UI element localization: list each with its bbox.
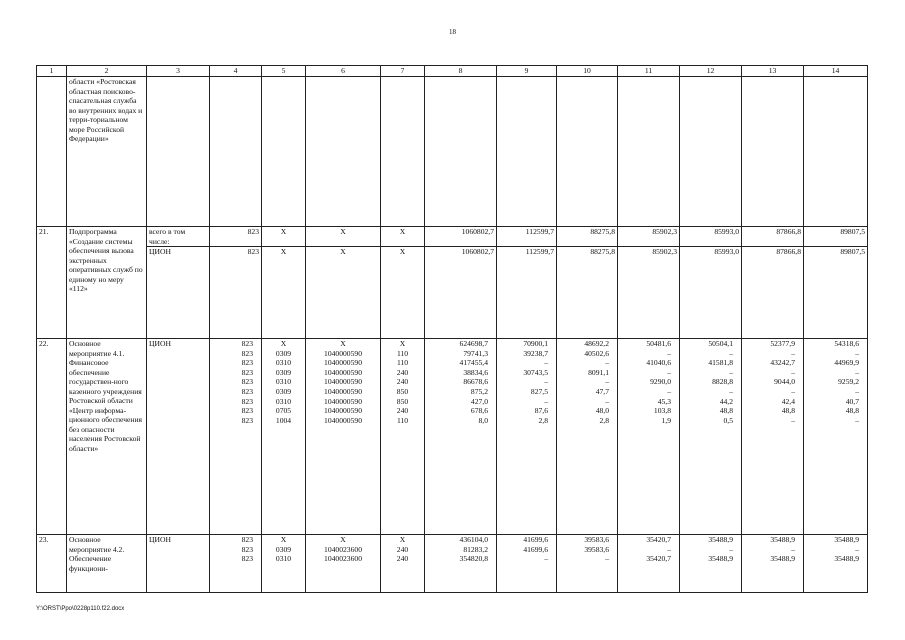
table-cell: 112599,7 — [497, 227, 557, 247]
table-cell: 87866,8 — [742, 227, 804, 247]
col-header: 10 — [557, 66, 618, 77]
table-cell: 87866,8 — [742, 247, 804, 339]
col-header: 4 — [210, 66, 262, 77]
cell-line: Х — [399, 535, 406, 544]
cell-line: 1040000590 — [324, 415, 362, 425]
cell-line: 850 — [396, 396, 409, 406]
table-cell: 85902,3 — [618, 227, 680, 247]
cell-line: 103,8 — [653, 406, 671, 416]
col-header: 1 — [37, 66, 67, 77]
table-cell: 85902,3 — [618, 247, 680, 339]
cell-line: 35488,9 — [708, 535, 733, 544]
cell-line: 823 — [241, 358, 253, 368]
table-cell: 89807,5 — [804, 227, 868, 247]
cell-line: 41040,6 — [646, 358, 671, 368]
budget-table — [36, 65, 868, 593]
cell-line: 823 — [241, 348, 253, 358]
header-row — [37, 66, 868, 77]
table-cell — [497, 535, 557, 593]
row-description: Подпрограмма «Создание системы обеспечения вызова экстренных оперативных служб по единому но меру «112» — [67, 227, 147, 339]
row-description: Основное мероприятие 4.1. Финансовое обеспечение государствен-ного казенного учреждения Ростовской области «Центр информа-ционного обеспечения без опасности населения Ростовской области» — [67, 339, 147, 535]
table-cell — [306, 339, 381, 535]
cell-line: – — [729, 367, 733, 377]
cell-line: 240 — [396, 406, 409, 416]
table-cell: Х — [381, 227, 425, 247]
col-header: 9 — [497, 66, 557, 77]
cell-line: 0,5 — [723, 415, 733, 425]
cell-line: 8,0 — [478, 415, 488, 425]
cell-line: 1040000590 — [324, 377, 362, 387]
cell-line: 54318,6 — [834, 339, 859, 348]
cell-line: 50481,6 — [646, 339, 671, 348]
cell-line: 240 — [396, 377, 409, 387]
table-cell — [262, 535, 306, 593]
cell-line: 35488,9 — [834, 554, 859, 564]
cell-line: 850 — [396, 386, 409, 396]
cell-line: 48,8 — [781, 406, 795, 416]
col-header: 3 — [147, 66, 210, 77]
cell-line: 41699,6 — [523, 535, 548, 544]
cell-line: 79741,3 — [463, 348, 488, 358]
row-number — [37, 77, 67, 227]
row-number: 22. — [37, 339, 67, 535]
table-cell: 85993,0 — [680, 227, 742, 247]
cell-line: 35488,9 — [770, 554, 795, 564]
col-header: 12 — [680, 66, 742, 77]
cell-line: 41581,8 — [708, 358, 733, 368]
table-cell: 823 — [210, 247, 262, 339]
row-number: 21. — [37, 227, 67, 339]
cell-line: – — [544, 358, 548, 368]
table-cell: всего в том числе: — [147, 227, 210, 247]
cell-line: 823 — [241, 367, 253, 377]
cell-line: 110 — [396, 415, 409, 425]
cell-line: 110 — [396, 358, 409, 368]
cell-line: 47,7 — [595, 386, 609, 396]
cell-line: 35420,7 — [646, 535, 671, 544]
row-description: Основное мероприятие 4.2. Обеспечение функциони- — [67, 535, 147, 593]
cell-line: – — [855, 544, 859, 554]
cell-line: 9290,0 — [650, 377, 671, 387]
table-row — [37, 227, 868, 247]
cell-line: – — [791, 348, 795, 358]
page-number: 18 — [449, 28, 456, 36]
table-row — [37, 535, 868, 593]
table-cell: ЦИОН — [147, 339, 210, 535]
col-header: 2 — [67, 66, 147, 77]
cell-line: 40502,6 — [584, 348, 609, 358]
cell-line: – — [544, 396, 548, 406]
table-cell: ЦИОН — [147, 535, 210, 593]
cell-line: 48,0 — [595, 406, 609, 416]
cell-line: 827,5 — [530, 386, 548, 396]
file-path-footer: Y:\ORST\Ppo\0228p110.f22.docx — [36, 606, 125, 612]
cell-line: 39238,7 — [523, 348, 548, 358]
table-cell — [557, 339, 618, 535]
cell-line: 35488,9 — [834, 535, 859, 544]
table-cell: ЦИОН — [147, 247, 210, 339]
cell-line: 624698,7 — [459, 339, 488, 348]
cell-line: 8828,8 — [712, 377, 733, 387]
table-cell — [306, 535, 381, 593]
cell-line: Х — [340, 339, 346, 348]
table-cell: 89807,5 — [804, 247, 868, 339]
cell-line: 678,6 — [470, 406, 488, 416]
cell-line: 38834,6 — [463, 367, 488, 377]
cell-line: – — [605, 377, 609, 387]
cell-line: 436104,0 — [459, 535, 488, 544]
cell-line: – — [791, 544, 795, 554]
row-description: области «Ростовская областная поисково-спасательная служба во внутренних водах и терри-ториальном море Российской Федерации» — [67, 77, 147, 227]
table-cell — [425, 535, 497, 593]
cell-line: – — [729, 544, 733, 554]
table-cell — [742, 339, 804, 535]
cell-line: 48692,2 — [584, 339, 609, 348]
col-header: 6 — [306, 66, 381, 77]
cell-line: 0310 — [275, 554, 292, 564]
cell-line: 823 — [241, 554, 253, 564]
cell-line: 39583,6 — [584, 535, 609, 544]
table-cell: 1060802,7 — [425, 247, 497, 339]
cell-line: 1040000590 — [324, 386, 362, 396]
cell-line: 45,3 — [657, 396, 671, 406]
cell-line: 0309 — [275, 348, 292, 358]
cell-line: – — [729, 386, 733, 396]
cell-line: 35488,9 — [770, 535, 795, 544]
cell-line: 240 — [396, 367, 409, 377]
table-cell — [210, 535, 262, 593]
cell-line: – — [791, 415, 795, 425]
cell-line: 823 — [241, 415, 253, 425]
table-cell: 823 — [210, 227, 262, 247]
cell-line: Х — [280, 339, 287, 348]
table-cell — [381, 339, 425, 535]
cell-line: 44969,9 — [834, 358, 859, 368]
cell-line: 823 — [241, 406, 253, 416]
table-cell: Х — [381, 247, 425, 339]
table-cell — [210, 339, 262, 535]
col-header: 13 — [742, 66, 804, 77]
cell-line: 42,4 — [781, 396, 795, 406]
cell-line: 2,8 — [538, 415, 548, 425]
cell-line: 427,0 — [470, 396, 488, 406]
cell-line: 48,8 — [845, 406, 859, 416]
table-cell — [618, 339, 680, 535]
table-cell — [680, 535, 742, 593]
cell-line: 50504,1 — [708, 339, 733, 348]
cell-line: 0310 — [275, 396, 292, 406]
cell-line: – — [667, 367, 671, 377]
cell-line: 9259,2 — [838, 377, 859, 387]
cell-line: Х — [399, 339, 406, 348]
cell-line: 1040000590 — [324, 396, 362, 406]
cell-line: – — [855, 415, 859, 425]
cell-line: 0310 — [275, 377, 292, 387]
cell-line: 35420,7 — [646, 554, 671, 564]
table-cell — [262, 339, 306, 535]
cell-line: 8091,1 — [588, 367, 609, 377]
cell-line: 1,9 — [661, 415, 671, 425]
cell-line: 0309 — [275, 386, 292, 396]
cell-line: – — [544, 554, 548, 564]
cell-line: 1040000590 — [324, 367, 362, 377]
col-header: 8 — [425, 66, 497, 77]
cell-line: 823 — [241, 386, 253, 396]
cell-line: 2,8 — [599, 415, 609, 425]
cell-line: – — [605, 554, 609, 564]
cell-line: – — [855, 348, 859, 358]
cell-line: – — [605, 358, 609, 368]
table-cell — [680, 339, 742, 535]
cell-line: 44,2 — [719, 396, 733, 406]
cell-line: 41699,6 — [523, 544, 548, 554]
cell-line: 823 — [241, 396, 253, 406]
cell-line: 30743,5 — [523, 367, 548, 377]
cell-line: – — [667, 544, 671, 554]
cell-line: 417455,4 — [459, 358, 488, 368]
table-cell: 1060802,7 — [425, 227, 497, 247]
table-cell — [804, 535, 868, 593]
cell-line: – — [605, 396, 609, 406]
table-cell — [425, 339, 497, 535]
cell-line: 1040023600 — [324, 554, 362, 564]
cell-line: – — [855, 386, 859, 396]
cell-line: 1004 — [275, 415, 292, 425]
cell-line: 81283,2 — [463, 544, 488, 554]
cell-line: 0309 — [275, 367, 292, 377]
col-header: 7 — [381, 66, 425, 77]
cell-line: 354820,8 — [459, 554, 488, 564]
cell-line: 35488,9 — [708, 554, 733, 564]
cell-line: 1040000590 — [324, 406, 362, 416]
cell-line: 823 — [241, 377, 253, 387]
cell-line: 823 — [241, 535, 253, 544]
cell-line: 823 — [241, 544, 253, 554]
cell-line: 875,2 — [470, 386, 488, 396]
table-row — [37, 247, 868, 339]
table-row — [37, 339, 868, 535]
col-header: 14 — [804, 66, 868, 77]
cell-line: 823 — [241, 339, 253, 348]
cell-line: – — [791, 367, 795, 377]
cell-line: – — [855, 367, 859, 377]
cell-line: 110 — [396, 348, 409, 358]
cell-line: 52377,9 — [770, 339, 795, 348]
cell-line: – — [544, 377, 548, 387]
cell-line: 48,8 — [719, 406, 733, 416]
table-cell — [381, 535, 425, 593]
cell-line: Х — [280, 535, 287, 544]
cell-line: – — [667, 386, 671, 396]
cell-line: 86678,6 — [463, 377, 488, 387]
table-cell: 85993,0 — [680, 247, 742, 339]
table-cell: Х — [262, 247, 306, 339]
table-cell: 88275,8 — [557, 247, 618, 339]
cell-line: 240 — [396, 544, 409, 554]
row-number: 23. — [37, 535, 67, 593]
table-cell — [557, 535, 618, 593]
cell-line: – — [729, 348, 733, 358]
table-cell — [497, 339, 557, 535]
cell-line: 40,7 — [845, 396, 859, 406]
cell-line: – — [667, 348, 671, 358]
col-header: 5 — [262, 66, 306, 77]
table-cell — [618, 535, 680, 593]
table-cell: Х — [306, 247, 381, 339]
cell-line: 9044,0 — [774, 377, 795, 387]
table-row — [37, 77, 868, 227]
cell-line: 0309 — [275, 544, 292, 554]
cell-line: 70900,1 — [523, 339, 548, 348]
cell-line: 0310 — [275, 358, 292, 368]
table-cell — [804, 339, 868, 535]
cell-line: 43242,7 — [770, 358, 795, 368]
cell-line: 1040000590 — [324, 348, 362, 358]
table-cell: 88275,8 — [557, 227, 618, 247]
cell-line: 1040023600 — [324, 544, 362, 554]
table-cell: 112599,7 — [497, 247, 557, 339]
table-cell: Х — [306, 227, 381, 247]
cell-line: 87,6 — [534, 406, 548, 416]
col-header: 11 — [618, 66, 680, 77]
cell-line: – — [791, 386, 795, 396]
cell-line: Х — [340, 535, 346, 544]
cell-line: 240 — [396, 554, 409, 564]
table-cell — [742, 535, 804, 593]
cell-line: 1040000590 — [324, 358, 362, 368]
cell-line: 0705 — [275, 406, 292, 416]
cell-line: 39583,6 — [584, 544, 609, 554]
table-cell: Х — [262, 227, 306, 247]
